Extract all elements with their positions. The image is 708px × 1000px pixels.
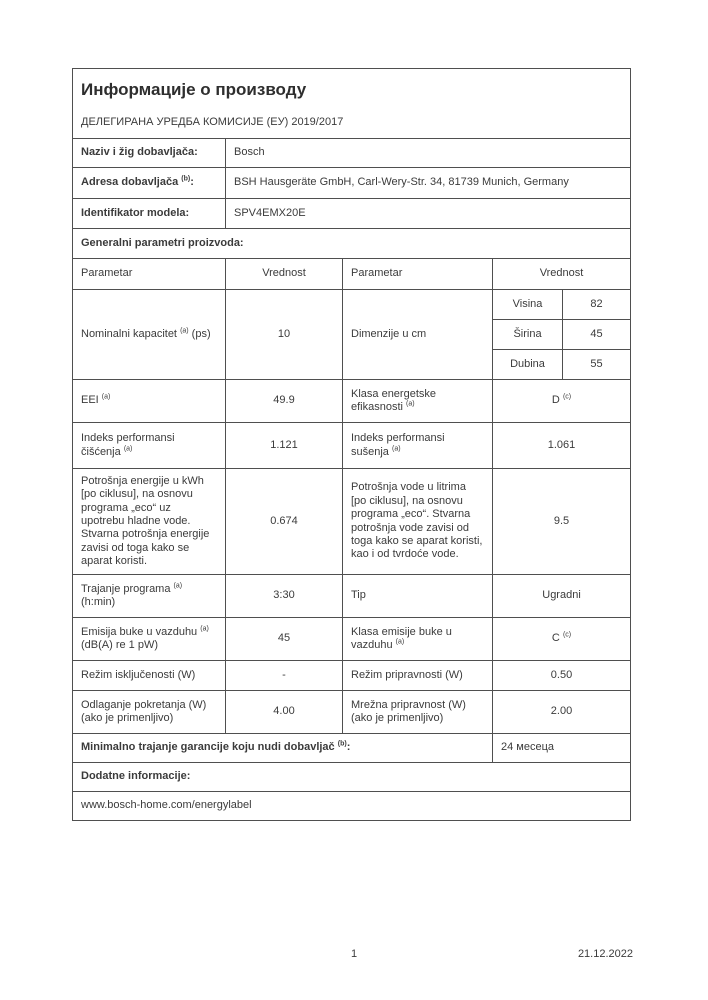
param-label-dimensions: Dimenzije u cm bbox=[343, 290, 493, 380]
param-label-networked-standby: Mrežna pripravnost (W) (ako je primenljivo) bbox=[343, 691, 493, 734]
table-row bbox=[73, 618, 631, 661]
dimension-name-width: Širina bbox=[493, 320, 563, 350]
footnote-c-marker: (c) bbox=[562, 631, 572, 639]
dimension-value-width: 45 bbox=[563, 320, 631, 350]
param-label-eei: EEI $^{(a)}$ bbox=[73, 380, 226, 423]
param-value-cleaning-index: 1.121 bbox=[226, 423, 343, 469]
product-information-table bbox=[72, 68, 631, 821]
footnote-a-marker: (a) bbox=[391, 444, 401, 452]
param-value-noise-class: C $^{(c)}$ bbox=[493, 618, 631, 661]
param-label-energy-consumption: Potrošnja energije u kWh [po ciklusu], na osnovu programa „eco“ uz upotrebu hladne vode. Stvarna potrošnja energije zavisi od toga kako se aparat koristi. bbox=[73, 469, 226, 575]
warranty-label: Minimalno trajanje garancije koju nudi dobavljač $^{(b)}$: bbox=[73, 734, 493, 763]
footnote-a-marker: (a) bbox=[101, 393, 111, 401]
table-row bbox=[73, 380, 631, 423]
param-label-program-duration: Trajanje programa $^{(a)}$ (h:min) bbox=[73, 575, 226, 618]
table-row bbox=[73, 661, 631, 691]
supplier-name-value: Bosch bbox=[226, 139, 631, 168]
param-label-energy-class: Klasa energetske efikasnosti $^{(a)}$ bbox=[343, 380, 493, 423]
table-row bbox=[73, 423, 631, 469]
supplier-address-label: Adresa dobavljača $^{(b)}$: bbox=[73, 168, 226, 199]
param-value-networked-standby: 2.00 bbox=[493, 691, 631, 734]
table-header-row bbox=[73, 259, 631, 290]
col-header-parameter-1: Parametar bbox=[73, 259, 226, 290]
col-header-value-2: Vrednost bbox=[493, 259, 631, 290]
param-label-type: Tip bbox=[343, 575, 493, 618]
param-value-type: Ugradni bbox=[493, 575, 631, 618]
supplier-address-value: BSH Hausgeräte GmbH, Carl-Wery-Str. 34, 81739 Munich, Germany bbox=[226, 168, 631, 199]
table-row bbox=[73, 691, 631, 734]
footnote-a-marker: (a) bbox=[123, 444, 133, 452]
param-value-delay-start: 4.00 bbox=[226, 691, 343, 734]
table-row bbox=[73, 469, 631, 575]
table-row bbox=[73, 139, 631, 168]
regulation-subtitle: ДЕЛЕГИРАНА УРЕДБА КОМИСИЈЕ (ЕУ) 2019/2017 bbox=[81, 115, 344, 128]
param-value-energy-consumption: 0.674 bbox=[226, 469, 343, 575]
energy-label-link[interactable]: www.bosch-home.com/energylabel bbox=[81, 799, 252, 812]
page-number: 1 bbox=[350, 948, 358, 960]
table-row bbox=[73, 734, 631, 763]
footnote-a-marker: (a) bbox=[173, 582, 183, 590]
param-value-program-duration: 3:30 bbox=[226, 575, 343, 618]
footnote-b-marker: (b) bbox=[337, 740, 347, 748]
param-value-noise-emission: 45 bbox=[226, 618, 343, 661]
param-label-noise-class: Klasa emisije buke u vazduhu $^{(a)}$ bbox=[343, 618, 493, 661]
param-label-cleaning-index: Indeks performansi čišćenja $^{(a)}$ bbox=[73, 423, 226, 469]
param-value-eei: 49.9 bbox=[226, 380, 343, 423]
section-title-general-parameters: Generalni parametri proizvoda: bbox=[73, 229, 631, 259]
footnote-b-marker: (b) bbox=[181, 175, 191, 183]
param-value-off-mode: - bbox=[226, 661, 343, 691]
col-header-parameter-2: Parametar bbox=[343, 259, 493, 290]
param-label-capacity: Nominalni kapacitet $^{(a)}$ (ps) bbox=[73, 290, 226, 380]
table-row bbox=[73, 199, 631, 229]
page-title: Информације о производу bbox=[81, 80, 307, 99]
param-label-water-consumption: Potrošnja vode u litrima [po ciklusu], na osnovu programa „eco“. Stvarna potrošnja vode zavisi od toga kako se aparat koristi, kao i od tvrdoće vode. bbox=[343, 469, 493, 575]
energy-label-link-cell bbox=[73, 792, 631, 821]
footnote-a-marker: (a) bbox=[200, 625, 209, 633]
header-cell bbox=[73, 69, 631, 139]
table-row bbox=[73, 575, 631, 618]
param-label-off-mode: Režim isključenosti (W) bbox=[73, 661, 226, 691]
param-label-standby: Režim pripravnosti (W) bbox=[343, 661, 493, 691]
param-label-delay-start: Odlaganje pokretanja (W) (ako je primenljivo) bbox=[73, 691, 226, 734]
document-date: 21.12.2022 bbox=[577, 948, 633, 960]
table-row bbox=[73, 763, 631, 792]
param-value-standby: 0.50 bbox=[493, 661, 631, 691]
supplier-name-label: Naziv i žig dobavljača: bbox=[73, 139, 226, 168]
param-value-energy-class: D $^{(c)}$ bbox=[493, 380, 631, 423]
table-row bbox=[73, 168, 631, 199]
col-header-value-1: Vrednost bbox=[226, 259, 343, 290]
param-value-water-consumption: 9.5 bbox=[493, 469, 631, 575]
dimension-name-depth: Dubina bbox=[493, 350, 563, 380]
param-value-capacity: 10 bbox=[226, 290, 343, 380]
footnote-a-marker: (a) bbox=[395, 638, 405, 646]
model-id-label: Identifikator modela: bbox=[73, 199, 226, 229]
table-row bbox=[73, 792, 631, 821]
warranty-value: 24 месеца bbox=[493, 734, 631, 763]
dimension-value-height: 82 bbox=[563, 290, 631, 320]
dimension-value-depth: 55 bbox=[563, 350, 631, 380]
model-id-value: SPV4EMX20E bbox=[226, 199, 631, 229]
table-row bbox=[73, 69, 631, 139]
dimension-name-height: Visina bbox=[493, 290, 563, 320]
footnote-c-marker: (c) bbox=[562, 393, 572, 401]
footnote-a-marker: (a) bbox=[406, 400, 415, 408]
param-label-drying-index: Indeks performansi sušenja $^{(a)}$ bbox=[343, 423, 493, 469]
additional-info-label: Dodatne informacije: bbox=[73, 763, 631, 792]
param-value-drying-index: 1.061 bbox=[493, 423, 631, 469]
param-label-noise-emission: Emisija buke u vazduhu $^{(a)}$ (dB(A) re 1 pW) bbox=[73, 618, 226, 661]
table-row bbox=[73, 229, 631, 259]
footnote-a-marker: (a) bbox=[180, 327, 189, 335]
table-row bbox=[73, 290, 631, 320]
